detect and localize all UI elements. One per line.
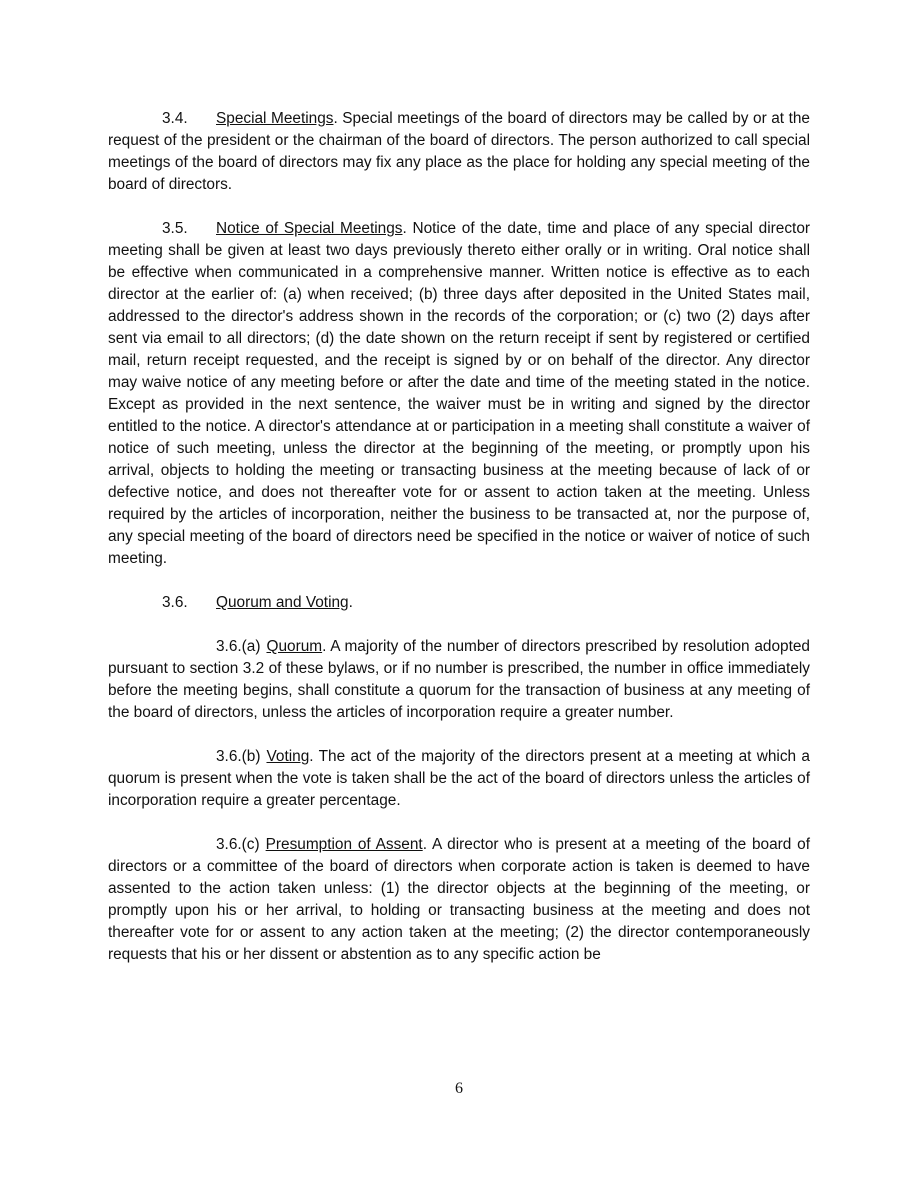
document-body	[108, 108, 810, 988]
section-heading: Quorum and Voting	[216, 594, 349, 611]
section-text: . A majority of the number of directors prescribed by resolution adopted pursuant to section 3.2 of these bylaws, or if no number is prescribed, the number in office immediately before the meeting begins, shall constitute a quorum for the transaction of business at any meeting of the board of directors, unless the articles of incorporation require a greater number.	[108, 638, 810, 721]
section-heading: Special Meetings	[216, 110, 334, 127]
section-3-6a-paragraph	[108, 636, 810, 724]
section-number: 3.6.(b)	[216, 748, 261, 765]
section-text: . Special meetings of the board of directors may be called by or at the request of the president or the chairman of the board of directors. The person authorized to call special meetings of the board of directors may fix any place as the place for holding any special meeting of the board of directors.	[108, 110, 810, 193]
section-number: 3.6.(c)	[216, 836, 260, 853]
section-heading: Voting	[266, 748, 310, 765]
section-3-6b-paragraph	[108, 746, 810, 812]
section-heading: Presumption of Assent	[265, 836, 423, 853]
section-text: . The act of the majority of the directors present at a meeting at which a quorum is present when the vote is taken shall be the act of the board of directors unless the articles of incorporation require a greater percentage.	[108, 748, 810, 809]
section-number: 3.5.	[162, 220, 188, 237]
page-number: 6	[455, 1080, 463, 1097]
section-3-6-paragraph	[108, 592, 810, 614]
section-text: . A director who is present at a meeting of the board of directors or a committee of the board of directors when corporate action is taken is deemed to have assented to the action taken unless: (1) the director objects at the beginning of the meeting, or promptly upon his or her arrival, to holding or transacting business at the meeting and does not thereafter vote for or assent to any action taken at the meeting; (2) the director contemporaneously requests that his or her dissent or abstention as to any specific action be	[108, 836, 810, 963]
section-heading: Notice of Special Meetings	[216, 220, 403, 237]
section-3-4-paragraph	[108, 108, 810, 196]
section-number: 3.6.	[162, 594, 188, 611]
section-heading: Quorum	[266, 638, 323, 655]
section-number: 3.6.(a)	[216, 638, 261, 655]
section-3-5-paragraph	[108, 218, 810, 570]
section-3-6c-paragraph	[108, 834, 810, 966]
section-text: . Notice of the date, time and place of any special director meeting shall be given at least two days previously thereto either orally or in writing. Oral notice shall be effective when communicated in a comprehensive manner. Written notice is effective as to each director at the earlier of: (a) when received; (b) three days after deposited in the United States mail, addressed to the director's address shown in the records of the corporation; or (c) two (2) days after sent via email to all directors; (d) the date shown on the return receipt if sent by registered or certified mail, return receipt requested, and the receipt is signed by or on behalf of the director. Any director may waive notice of any meeting before or after the date and time of the meeting stated in the notice. Except as provided in the next sentence, the waiver must be in writing and signed by the director entitled to the notice. A director's attendance at or participation in a meeting shall constitute a waiver of notice of such meeting, unless the director at the beginning of the meeting, or promptly upon his arrival, objects to holding the meeting or transacting business at the meeting because of lack of or defective notice, and does not thereafter vote for or assent to action taken at the meeting. Unless required by the articles of incorporation, neither the business to be transacted at, nor the purpose of, any special meeting of the board of directors need be specified in the notice or waiver of notice of such meeting.	[108, 220, 811, 567]
section-number: 3.4.	[162, 110, 188, 127]
section-text: .	[348, 594, 353, 611]
